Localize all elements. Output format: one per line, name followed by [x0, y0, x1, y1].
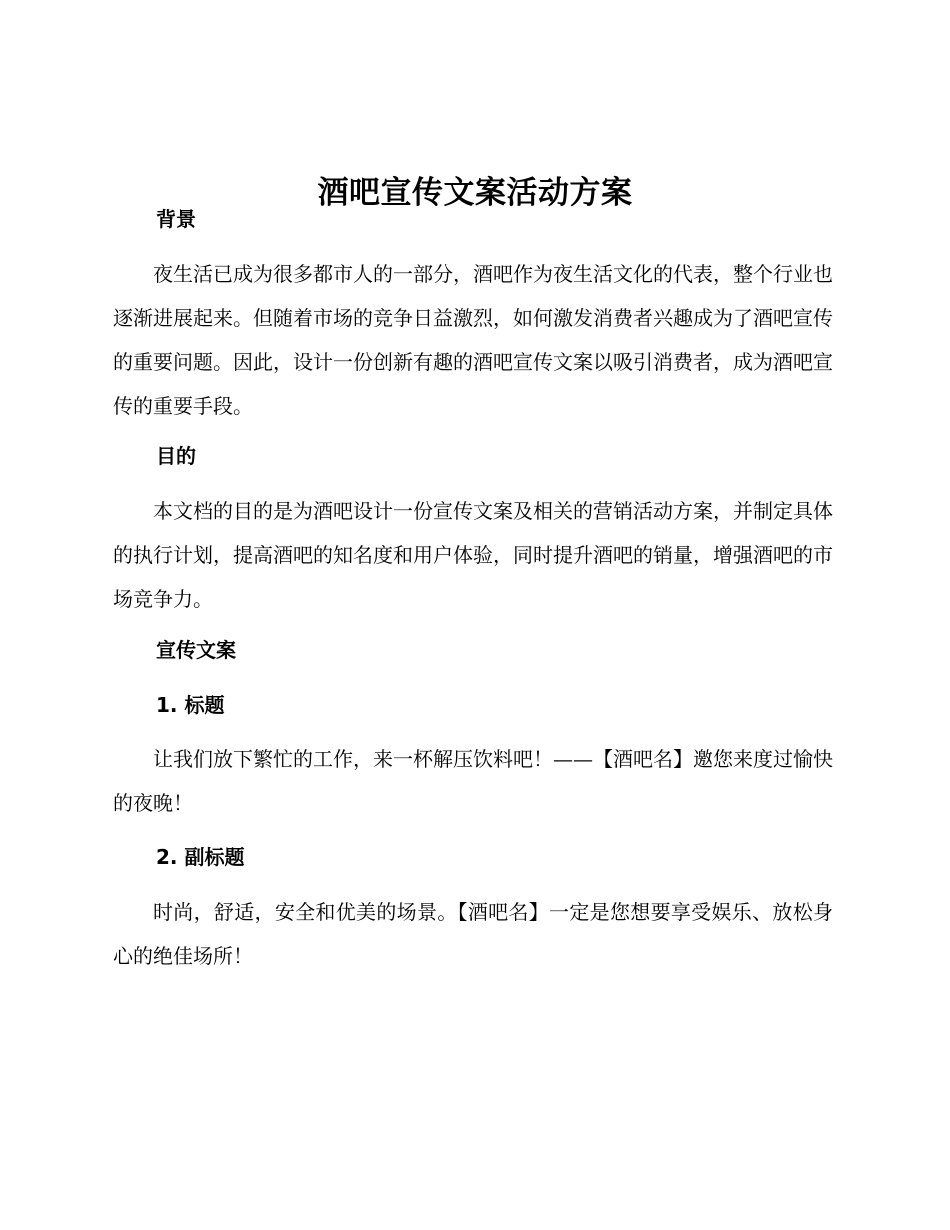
- section-heading-background: 背景: [156, 207, 196, 231]
- section-heading-title: 1. 标题: [156, 693, 225, 717]
- section-heading-purpose: 目的: [156, 444, 196, 468]
- section-paragraph-purpose: 本文档的目的是为酒吧设计一份宣传文案及相关的营销活动方案，并制定具体的执行计划，提高酒吧的知名度和用户体验，同时提升酒吧的销量，增强酒吧的市场竞争力。: [113, 499, 833, 611]
- section-paragraph-title: 让我们放下繁忙的工作，来一杯解压饮料吧！——【酒吧名】邀您来度过愉快的夜晚！: [113, 747, 833, 815]
- section-paragraph-background: 夜生活已成为很多都市人的一部分，酒吧作为夜生活文化的代表，整个行业也逐渐进展起来。但随着市场的竞争日益激烈，如何激发消费者兴趣成为了酒吧宣传的重要问题。因此，设计一份创新有趣的酒吧宣传文案以吸引消费者，成为酒吧宣传的重要手段。: [113, 262, 833, 418]
- document-title: 酒吧宣传文案活动方案: [317, 174, 633, 211]
- section-heading-subtitle: 2. 副标题: [156, 845, 245, 869]
- section-paragraph-subtitle: 时尚，舒适，安全和优美的场景。【酒吧名】一定是您想要享受娱乐、放松身心的绝佳场所！: [113, 900, 833, 968]
- section-heading-copywriting: 宣传文案: [156, 638, 236, 662]
